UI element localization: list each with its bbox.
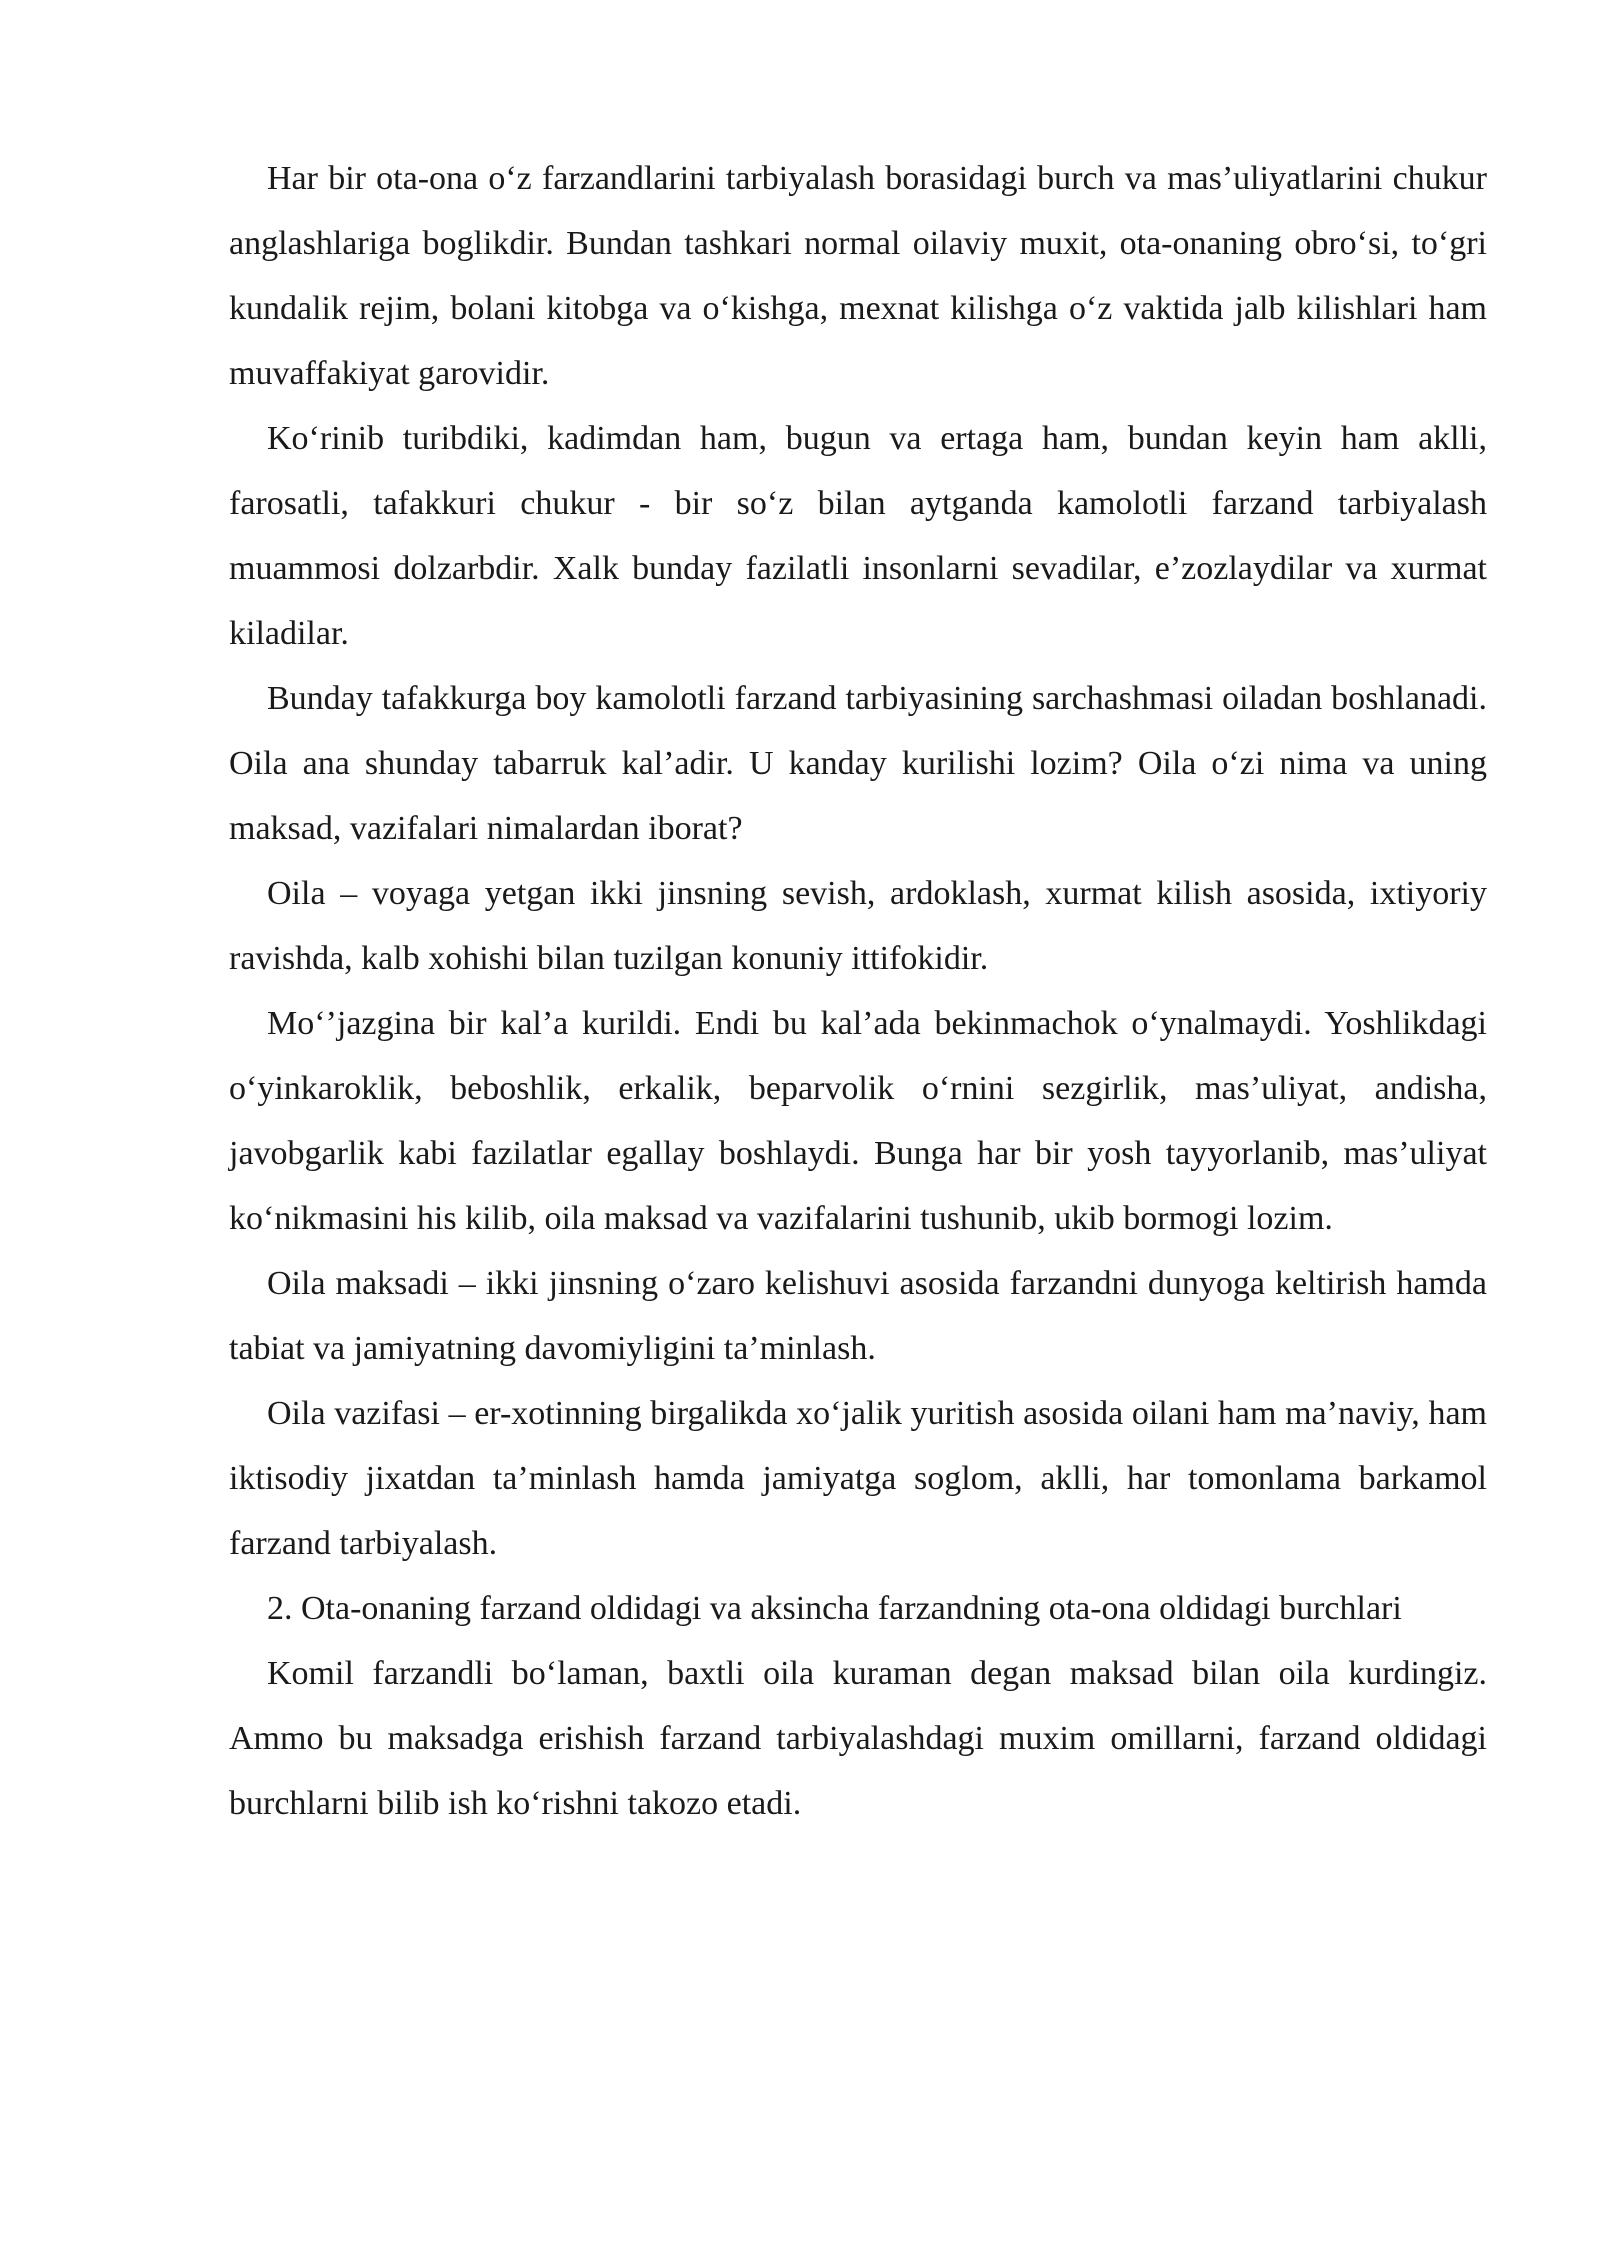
paragraph-bunday: Bunday tafakkurga boy kamolotli farzand tarbiyasining sarchashmasi oiladan boshlanadi. Oila ana shunday tabarruk kal’adir. U kanday kurilishi lozim? Oila o‘zi nima va uning maksad, vazifalari nimalardan iborat? <box>229 680 1487 847</box>
paragraph-komil: Komil farzandli bo‘laman, baxtli oila kuraman degan maksad bilan oila kurdingiz. Ammo bu maksadga erishish farzand tarbiyalashdagi muxim omillarni, farzand oldidagi burchlarni bilib ish ko‘rishni takozo etadi. <box>229 1655 1487 1822</box>
document-body <box>229 146 1487 1836</box>
paragraph-oila-vazifasi: Oila vazifasi – er-xotinning birgalikda xo‘jalik yuritish asosida oilani ham ma’naviy, ham iktisodiy jixatdan ta’minlash hamda jamiyatga soglom, aklli, har tomonlama barkamol farzand tarbiyalash. <box>229 1395 1487 1562</box>
paragraph-oila-definition: Oila – voyaga yetgan ikki jinsning sevish, ardoklash, xurmat kilish asosida, ixtiyoriy ravishda, kalb xohishi bilan tuzilgan konuniy ittifokidir. <box>229 875 1487 977</box>
paragraph-mojazgina: Mo‘’jazgina bir kal’a kurildi. Endi bu kal’ada bekinmachok o‘ynalmaydi. Yoshlikdagi o‘yinkaroklik, beboshlik, erkalik, beparvolik o‘rnini sezgirlik, mas’uliyat, andisha, javobgarlik kabi fazilatlar egallay boshlaydi. Bunga har bir yosh tayyorlanib, mas’uliyat ko‘nikmasini his kilib, oila maksad va vazifalarini tushunib, ukib bormogi lozim. <box>229 1005 1487 1237</box>
paragraph-oila-maksadi: Oila maksadi – ikki jinsning o‘zaro kelishuvi asosida farzandni dunyoga keltirish hamda tabiat va jamiyatning davomiyligini ta’minlash. <box>229 1265 1487 1367</box>
paragraph-intro: Har bir ota-ona o‘z farzandlarini tarbiyalash borasidagi burch va mas’uliyatlarini chukur anglashlariga boglikdir. Bundan tashkari normal oilaviy muxit, ota-onaning obro‘si, to‘gri kundalik rejim, bolani kitobga va o‘kishga, mexnat kilishga o‘z vaktida jalb kilishlari ham muvaffakiyat garovidir. <box>229 160 1487 392</box>
section-heading-2: 2. Ota-onaning farzand oldidagi va aksincha farzandning ota-ona oldidagi burchlari <box>267 1590 1402 1627</box>
paragraph-koʻrinib: Ko‘rinib turibdiki, kadimdan ham, bugun va ertaga ham, bundan keyin ham aklli, farosatli, tafakkuri chukur - bir so‘z bilan aytganda kamolotli farzand tarbiyalash muammosi dolzarbdir. Xalk bunday fazilatli insonlarni sevadilar, e’zozlaydilar va xurmat kiladilar. <box>229 420 1487 652</box>
